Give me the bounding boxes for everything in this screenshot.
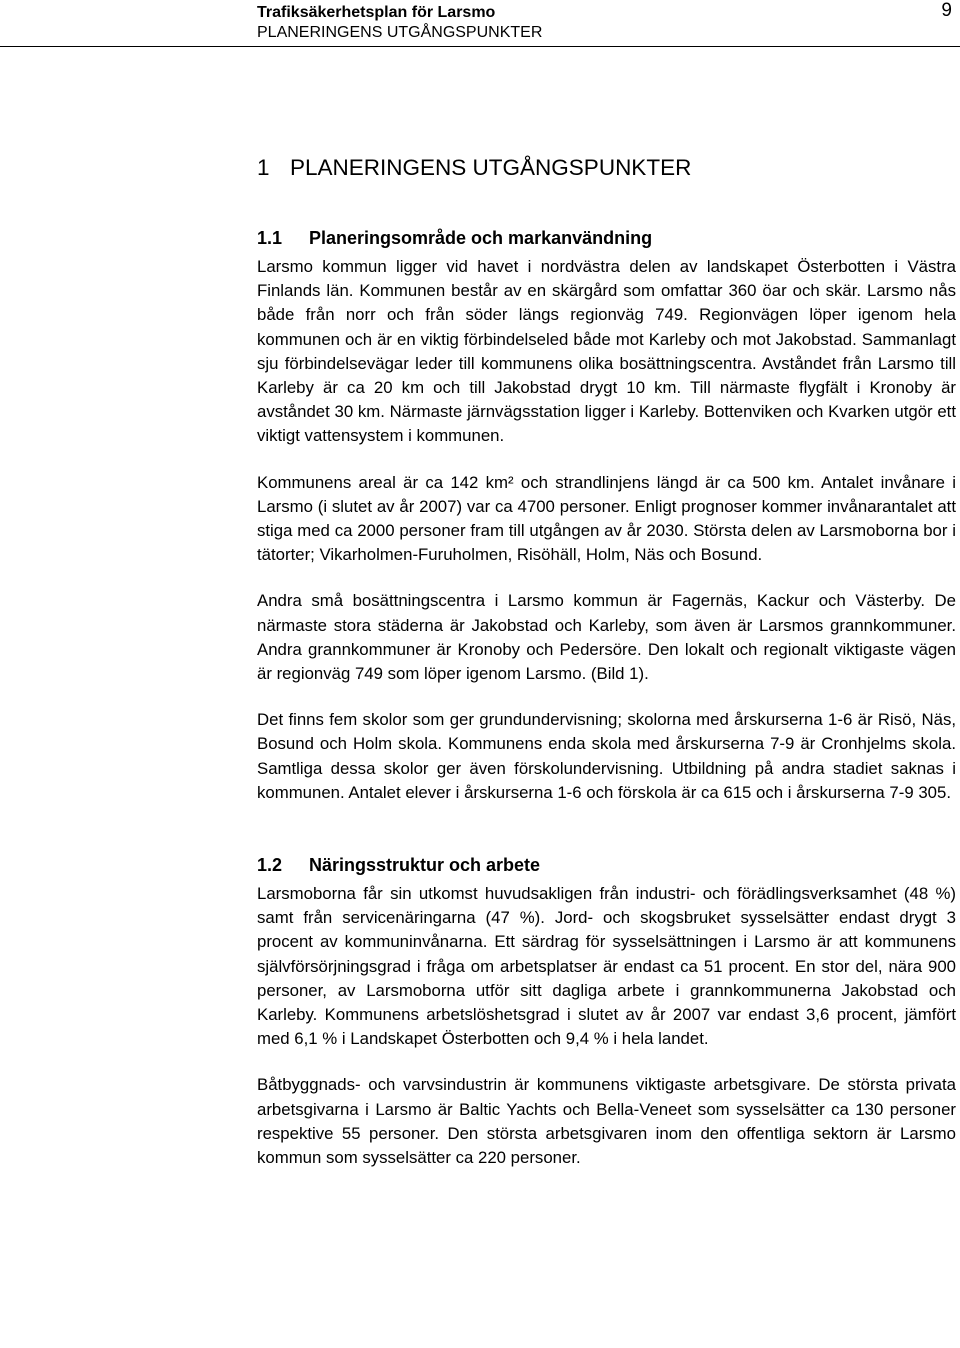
section-heading-1-2 bbox=[257, 853, 956, 877]
running-header-chapter: PLANERINGENS UTGÅNGSPUNKTER bbox=[257, 24, 543, 41]
section-heading-1-1 bbox=[257, 226, 956, 250]
section-title: Planeringsområde och markanvändning bbox=[309, 228, 653, 248]
paragraph: Det finns fem skolor som ger grundundervisning; skolorna med årskurserna 1-6 är Risö, Näs, Bosund och Holm skola. Kommunens enda skola med årskurserna 7-9 är Cronhjelms skola. Samtliga dessa skolor ger även förskolundervisning. Utbildning på andra stadiet saknas i kommunen. Antalet elever i årskurserna 1-6 och förskola är ca 615 och i årskurserna 7-9 305. bbox=[257, 710, 956, 802]
paragraph: Kommunens areal är ca 142 km² och strandlinjens längd är ca 500 km. Antalet invånare i Larsmo (i slutet av år 2007) var ca 4700 personer. Enligt prognoser kommer invånarantalet att stiga med ca 2000 personer fram till utgången av år 2030. Största delen av Larsmoborna bor i tätorter; Vikarholmen-Furuholmen, Risöhäll, Holm, Näs och Bosund. bbox=[257, 472, 956, 565]
paragraph: Båtbyggnads- och varvsindustrin är kommunens viktigaste arbetsgivare. De största privata arbetsgivarna i Larsmo är Baltic Yachts och Bella-Veneet som sysselsätter ca 130 personer respektive 55 personer. Den största arbetsgivaren inom den offentliga sektorn är Larsmo kommun som sysselsätter ca 220 personer. bbox=[257, 1075, 956, 1168]
paragraph: Andra små bosättningscentra i Larsmo kommun är Fagernäs, Kackur och Västerby. De närmaste stora städerna är Jakobstad och Karleby, som även är Larsmos grannkommuner. Andra grannkommuner är Kronoby och Pedersöre. Den lokalt och regionalt viktigaste vägen är regionväg 749 som löper igenom Larsmo. (Bild 1). bbox=[257, 591, 956, 684]
header-divider bbox=[0, 46, 960, 47]
page-number: 9 bbox=[941, 0, 952, 21]
page-body bbox=[257, 152, 956, 1192]
section-number: 1.1 bbox=[257, 228, 283, 248]
chapter-number: 1 bbox=[257, 155, 270, 180]
document-title: Trafiksäkerhetsplan för Larsmo bbox=[257, 4, 496, 21]
section-number: 1.2 bbox=[257, 855, 283, 876]
page-header bbox=[257, 3, 957, 43]
chapter-title: PLANERINGENS UTGÅNGSPUNKTER bbox=[290, 155, 692, 180]
paragraph: Larsmoborna får sin utkomst huvudsakligen från industri- och förädlingsverksamhet (48 %) samt från servicenäringarna (47 %). Jord- och skogsbruket sysselsätter endast drygt 3 procent av kommuninvånarna. Ett särdrag för sysselsättningen i Larsmo är att kommunens självförsörjningsgrad i fråga om arbetsplatser är endast ca 51 procent. En stor del, nära 900 personer, av Larsmoborna utför sitt dagliga arbete i grannkommunerna Jakobstad och Karleby. Kommunens arbetslöshetsgrad i slutet av år 2007 var endast 3,6 procent, jämfört med 6,1 % i Landskapet Österbotten och 9,4 % i hela landet. bbox=[257, 884, 956, 1049]
chapter-heading bbox=[257, 152, 956, 184]
paragraph: Larsmo kommun ligger vid havet i nordvästra delen av landskapet Österbotten i Västra Finlands län. Kommunen består av en skärgård som omfattar 360 öar och skär. Larsmo nås både från norr och från söder längs regionväg 749. Regionvägen löper igenom hela kommunen och är en viktig förbindelseled både mot Karleby och mot Jakobstad. Sammanlagt sju förbindelsevägar leder till kommunens olika bosättningscentra. Avståndet från Larsmo till Karleby är ca 20 km och till Jakobstad drygt 10 km. Till närmaste flygfält i Kronoby är avståndet 30 km. Närmaste järnvägsstation ligger i Karleby. Bottenviken och Kvarken utgör ett viktigt vattensystem i kommunen. bbox=[257, 257, 956, 446]
section-spacer bbox=[257, 827, 956, 853]
section-title: Näringsstruktur och arbete bbox=[309, 855, 541, 876]
